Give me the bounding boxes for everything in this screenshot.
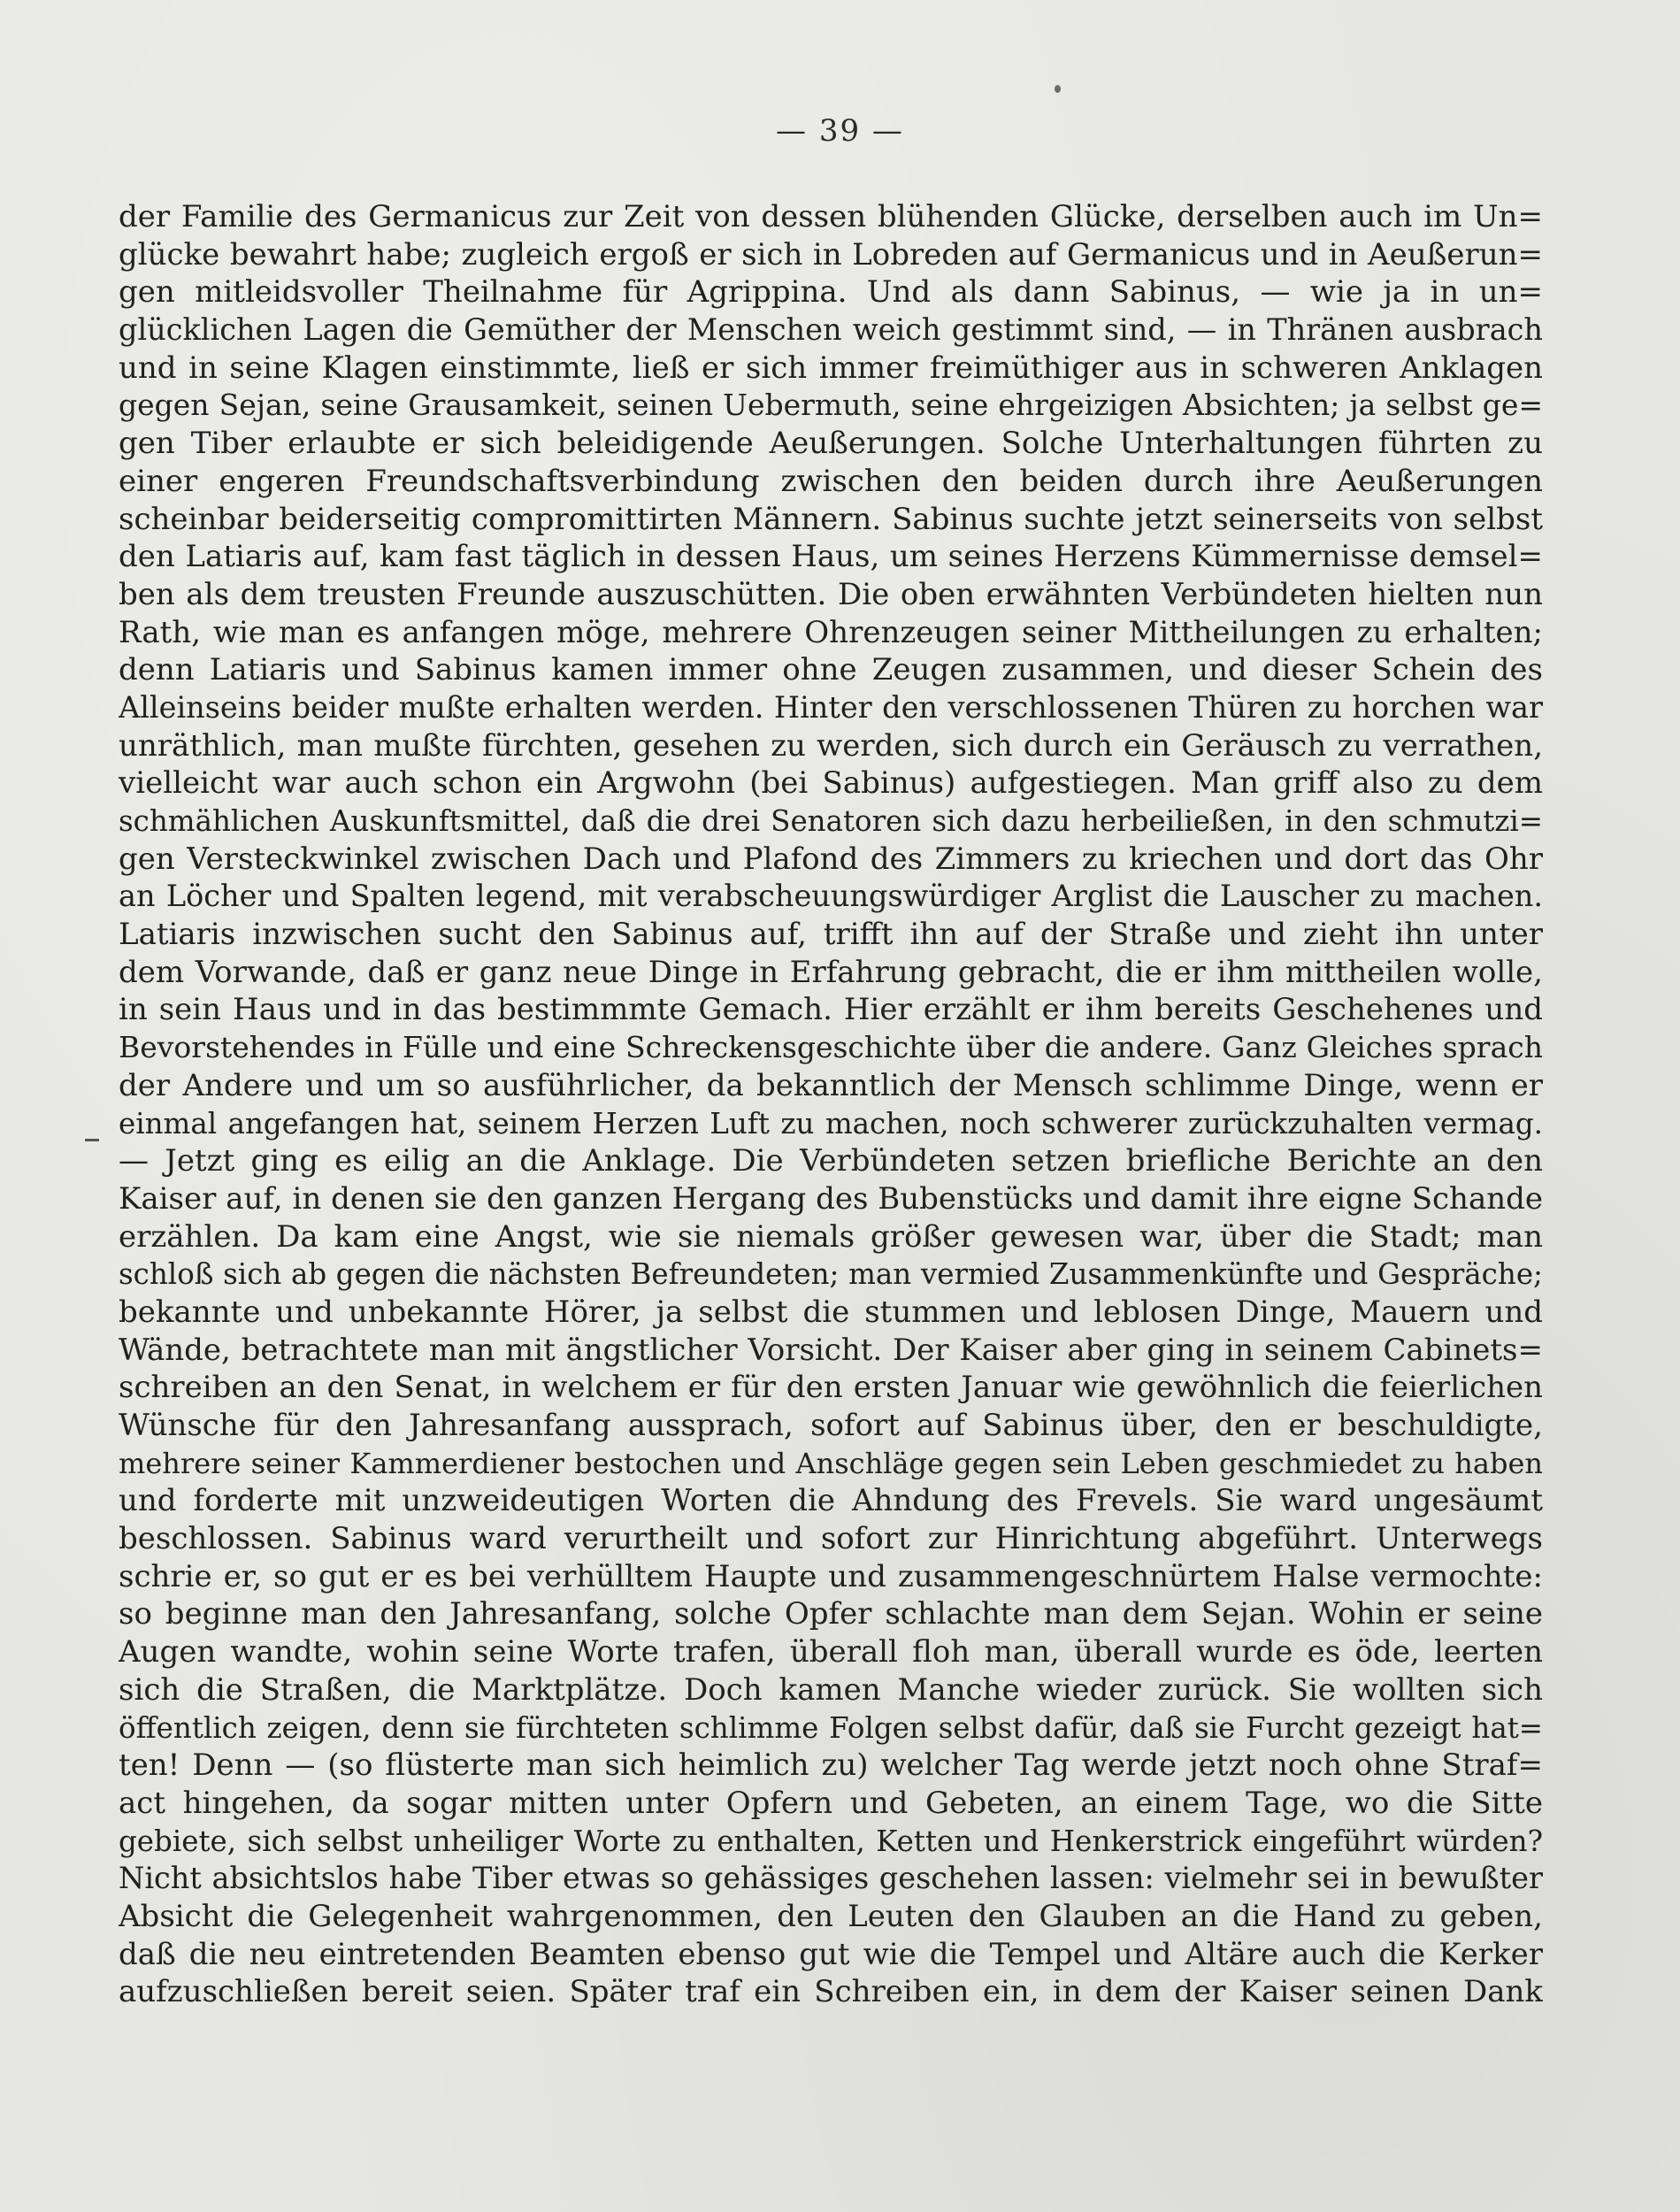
text-line: schrie er, so gut er es bei verhülltem Haupte und zusammengeschnürtem Halse vermochte:	[119, 1558, 1543, 1594]
text-line: denn Latiaris und Sabinus kamen immer ohne Zeugen zusammen, und dieser Schein des	[119, 652, 1543, 688]
text-line: und in seine Klagen einstimmte, ließ er sich immer freimüthiger aus in schweren Anklagen	[119, 349, 1543, 386]
text-line: — Jetzt ging es eilig an die Anklage. Die Verbündeten setzen briefliche Berichte an den	[119, 1143, 1543, 1179]
text-line: Alleinseins beider mußte erhalten werden. Hinter den verschlossenen Thüren zu horchen war	[119, 689, 1543, 725]
text-line: gen mitleidsvoller Theilnahme für Agrippina. Und als dann Sabinus, — wie ja in un=	[119, 274, 1543, 311]
text-line: aufzuschließen bereit seien. Später traf ein Schreiben ein, in dem der Kaiser seinen Dank	[119, 1974, 1543, 2010]
text-line: Latiaris inzwischen sucht den Sabinus auf, trifft ihn auf der Straße und zieht ihn unter	[119, 917, 1543, 953]
text-line: Wände, betrachtete man mit ängstlicher Vorsicht. Der Kaiser aber ging in seinem Cabinets=	[119, 1332, 1543, 1368]
text-line: schloß sich ab gegen die nächsten Befreundeten; man vermied Zusammenkünfte und Gespräche;	[119, 1257, 1543, 1292]
text-line: Wünsche für den Jahresanfang aussprach, sofort auf Sabinus über, den er beschuldigte,	[119, 1408, 1543, 1443]
text-line: an Löcher und Spalten legend, mit verabscheuungswürdiger Arglist die Lauscher zu machen.	[119, 879, 1543, 914]
text-line: den Latiaris auf, kam fast täglich in dessen Haus, um seines Herzens Kümmernisse demsel=	[119, 539, 1543, 575]
ink-speck	[1055, 85, 1061, 93]
text-line: bekannte und unbekannte Hörer, ja selbst die stummen und leblosen Dinge, Mauern und	[119, 1294, 1543, 1330]
text-line: Nicht absichtslos habe Tiber etwas so gehässiges geschehen lassen: vielmehr sei in bewußter	[119, 1861, 1543, 1896]
text-line: schmählichen Auskunftsmittel, daß die drei Senatoren sich dazu herbeiließen, in den schmutzi=	[119, 804, 1543, 838]
text-line: und forderte mit unzweideutigen Worten die Ahndung des Frevels. Sie ward ungesäumt	[119, 1483, 1543, 1519]
text-line: einmal angefangen hat, seinem Herzen Luft zu machen, noch schwerer zurückzuhalten vermag.	[119, 1106, 1543, 1141]
text-line: gegen Sejan, seine Grausamkeit, seinen Uebermuth, seine ehrgeizigen Absichten; ja selbst ge=	[119, 388, 1543, 423]
text-line: sich die Straßen, die Marktplätze. Doch kamen Manche wieder zurück. Sie wollten sich	[119, 1671, 1543, 1708]
text-line: gen Versteckwinkel zwischen Dach und Plafond des Zimmers zu kriechen und dort das Ohr	[119, 841, 1543, 877]
text-line: schreiben an den Senat, in welchem er für den ersten Januar wie gewöhnlich die feierlichen	[119, 1370, 1543, 1406]
text-line: act hingehen, da sogar mitten unter Opfern und Gebeten, an einem Tage, wo die Sitte	[119, 1785, 1543, 1821]
text-line: vielleicht war auch schon ein Argwohn (bei Sabinus) aufgestiegen. Man griff also zu dem	[119, 765, 1543, 802]
text-line: Absicht die Gelegenheit wahrgenommen, den Leuten den Glauben an die Hand zu geben,	[119, 1898, 1543, 1934]
text-line: beschlossen. Sabinus ward verurtheilt und sofort zur Hinrichtung abgeführt. Unterwegs	[119, 1521, 1543, 1557]
text-line: Rath, wie man es anfangen möge, mehrere Ohrenzeugen seiner Mittheilungen zu erhalten;	[119, 614, 1543, 650]
text-line: ben als dem treusten Freunde auszuschütten. Die oben erwähnten Verbündeten hielten nun	[119, 576, 1543, 612]
text-line: Kaiser auf, in denen sie den ganzen Hergang des Bubenstücks und damit ihre eigne Schande	[119, 1180, 1543, 1217]
text-line: unräthlich, man mußte fürchten, gesehen zu werden, sich durch ein Geräusch zu verrathen,	[119, 727, 1543, 764]
text-line: scheinbar beiderseitig compromittirten Männern. Sabinus suchte jetzt seinerseits von selbst	[119, 501, 1543, 537]
text-line: dem Vorwande, daß er ganz neue Dinge in Erfahrung gebracht, die er ihm mittheilen wolle,	[119, 954, 1543, 990]
text-line: Bevorstehendes in Fülle und eine Schreckensgeschichte über die andere. Ganz Gleiches sprach	[119, 1030, 1543, 1065]
text-line: ten! Denn — (so flüsterte man sich heimlich zu) welcher Tag werde jetzt noch ohne Straf=	[119, 1747, 1543, 1784]
text-line: glücke bewahrt habe; zugleich ergoß er sich in Lobreden auf Germanicus und in Aeußerun=	[119, 236, 1543, 273]
page-number: — 39 —	[776, 113, 904, 149]
text-line: mehrere seiner Kammerdiener bestochen und Anschläge gegen sein Leben geschmiedet zu haben	[119, 1446, 1543, 1480]
text-line: Augen wandte, wohin seine Worte trafen, überall floh man, überall wurde es öde, leerten	[119, 1634, 1543, 1671]
text-line: erzählen. Da kam eine Angst, wie sie niemals größer gewesen war, über die Stadt; man	[119, 1218, 1543, 1255]
text-line: öffentlich zeigen, denn sie fürchteten schlimme Folgen selbst dafür, daß sie Furcht gezeigt hat=	[119, 1710, 1543, 1745]
text-line: daß die neu eintretenden Beamten ebenso gut wie die Tempel und Altäre auch die Kerker	[119, 1936, 1543, 1972]
text-line: so beginne man den Jahresanfang, solche Opfer schlachte man dem Sejan. Wohin er seine	[119, 1596, 1543, 1632]
text-line: der Andere und um so ausführlicher, da bekanntlich der Mensch schlimme Dinge, wenn er	[119, 1067, 1543, 1103]
text-line: glücklichen Lagen die Gemüther der Menschen weich gestimmt sind, — in Thränen ausbrach	[119, 312, 1543, 348]
text-line: in sein Haus und in das bestimmmte Gemach. Hier erzählt er ihm bereits Geschehenes und	[119, 992, 1543, 1028]
text-line: einer engeren Freundschaftsverbindung zwischen den beiden durch ihre Aeußerungen	[119, 463, 1543, 499]
margin-mark	[85, 1139, 99, 1141]
text-line: gebiete, sich selbst unheiliger Worte zu enthalten, Ketten und Henkerstrick eingeführt würden?	[119, 1824, 1543, 1858]
body-text	[119, 198, 1543, 2011]
text-line: gen Tiber erlaubte er sich beleidigende Aeußerungen. Solche Unterhaltungen führten zu	[119, 426, 1543, 462]
text-line: der Familie des Germanicus zur Zeit von dessen blühenden Glücke, derselben auch im Un=	[119, 199, 1543, 234]
